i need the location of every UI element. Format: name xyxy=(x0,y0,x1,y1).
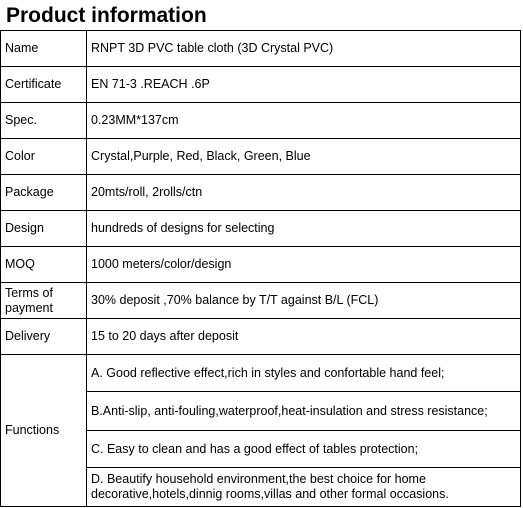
row-value: 20mts/roll, 2rolls/ctn xyxy=(87,175,521,211)
table-row-color xyxy=(1,139,521,175)
table-row-delivery xyxy=(1,319,521,355)
row-label: Color xyxy=(1,139,87,175)
row-label: Certificate xyxy=(1,67,87,103)
product-info-table xyxy=(0,30,521,507)
row-label: Spec. xyxy=(1,103,87,139)
row-value: 15 to 20 days after deposit xyxy=(87,319,521,355)
function-item: C. Easy to clean and has a good effect of tables protection; xyxy=(87,431,521,468)
table-row-terms-of-payment xyxy=(1,283,521,319)
table-row-certificate xyxy=(1,67,521,103)
row-value: Crystal,Purple, Red, Black, Green, Blue xyxy=(87,139,521,175)
table-row-functions xyxy=(1,355,521,392)
row-value: hundreds of designs for selecting xyxy=(87,211,521,247)
table-row-package xyxy=(1,175,521,211)
functions-label: Functions xyxy=(1,355,87,507)
table-row-name xyxy=(1,31,521,67)
row-label: Package xyxy=(1,175,87,211)
function-item: D. Beautify household environment,the best choice for home decorative,hotels,dinnig rooms,villas and other formal occasions. xyxy=(87,468,521,507)
row-label: Name xyxy=(1,31,87,67)
function-item: B.Anti-slip, anti-fouling,waterproof,heat-insulation and stress resistance; xyxy=(87,392,521,431)
row-label: Delivery xyxy=(1,319,87,355)
table-row-moq xyxy=(1,247,521,283)
table-row-spec xyxy=(1,103,521,139)
row-value: EN 71-3 .REACH .6P xyxy=(87,67,521,103)
row-value: RNPT 3D PVC table cloth (3D Crystal PVC) xyxy=(87,31,521,67)
function-item: A. Good reflective effect,rich in styles and confortable hand feel; xyxy=(87,355,521,392)
row-value: 30% deposit ,70% balance by T/T against B/L (FCL) xyxy=(87,283,521,319)
row-label: MOQ xyxy=(1,247,87,283)
page-title: Product information xyxy=(6,4,207,27)
row-value: 1000 meters/color/design xyxy=(87,247,521,283)
row-label: Design xyxy=(1,211,87,247)
table-row-design xyxy=(1,211,521,247)
row-value: 0.23MM*137cm xyxy=(87,103,521,139)
row-label: Terms of payment xyxy=(1,283,87,319)
